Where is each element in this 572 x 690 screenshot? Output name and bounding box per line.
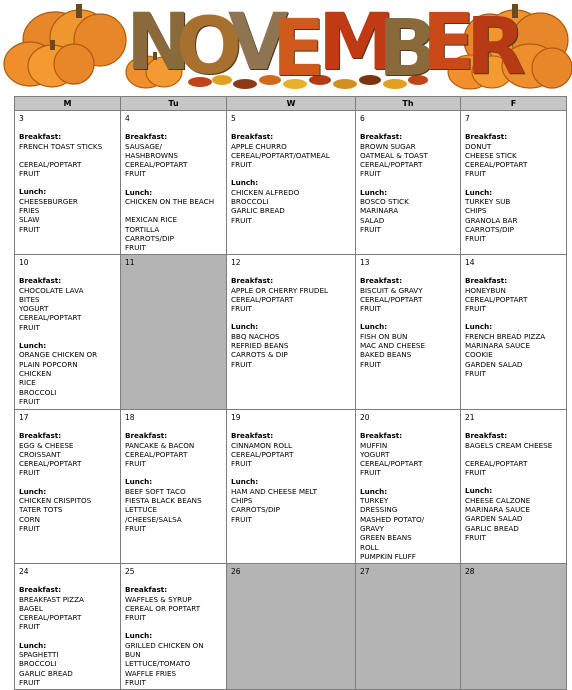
breakfast-item: CEREAL/POPTART — [360, 294, 423, 304]
day-cell — [461, 564, 567, 690]
lunch-item — [125, 206, 222, 215]
day-number: 3 — [19, 114, 24, 123]
breakfast-item: BROWN SUGAR — [360, 141, 416, 151]
breakfast-item: FRUIT — [19, 622, 40, 632]
lunch-item: FRUIT — [231, 215, 252, 225]
day-number: 6 — [360, 114, 365, 123]
breakfast-heading: Breakfast: — [19, 431, 62, 441]
day-number: 20 — [360, 413, 370, 422]
breakfast-heading: Breakfast: — [125, 585, 168, 595]
lunch-item: FRUIT — [125, 243, 146, 253]
day-number: 28 — [465, 567, 475, 576]
lunch-item: TORTILLA — [125, 224, 160, 234]
day-number: 25 — [125, 567, 135, 576]
breakfast-heading: Breakfast: — [19, 276, 62, 286]
month-title — [0, 0, 572, 95]
lunch-heading: Lunch: — [360, 322, 388, 332]
breakfast-item: CEREAL/POPTART — [465, 160, 528, 170]
title-letter: E — [422, 0, 476, 88]
lunch-menu-calendar — [14, 96, 567, 690]
day-cell — [461, 255, 567, 410]
breakfast-heading: Breakfast: — [360, 132, 403, 142]
day-cell — [227, 111, 356, 255]
lunch-item: /CHEESE/SALSA — [125, 514, 182, 524]
day-number: 24 — [19, 567, 29, 576]
lunch-item: FRUIT — [19, 523, 40, 533]
day-cell — [15, 410, 121, 564]
lunch-item: SLAW — [19, 215, 40, 225]
breakfast-item: FRUIT — [360, 468, 381, 478]
title-letter: E — [272, 4, 326, 94]
day-number: 19 — [231, 413, 241, 422]
day-number: 7 — [465, 114, 470, 123]
breakfast-item: CEREAL/POPTART — [19, 613, 82, 623]
breakfast-item: CEREAL/POPTART — [360, 459, 423, 469]
lunch-item: SPAGHETTI — [19, 650, 59, 660]
lunch-heading: Lunch: — [125, 631, 153, 641]
breakfast-heading: Breakfast: — [360, 276, 403, 286]
title-letter: M — [318, 0, 396, 88]
breakfast-item: CINNAMON ROLL — [231, 440, 292, 450]
lunch-item: BROCCOLI — [231, 197, 269, 207]
lunch-item: GARLIC BREAD — [19, 668, 73, 678]
breakfast-item: FRUIT — [19, 169, 40, 179]
lunch-heading: Lunch: — [231, 322, 259, 332]
lunch-heading: Lunch: — [231, 477, 259, 487]
lunch-item: CHICKEN ON THE BEACH — [125, 197, 215, 207]
lunch-item: DRESSING — [360, 505, 398, 515]
lunch-item: ORANGE CHICKEN OR — [19, 350, 98, 360]
breakfast-item: CROISSANT — [19, 449, 61, 459]
day-number: 26 — [231, 567, 241, 576]
lunch-item: SALAD — [360, 215, 385, 225]
day-cell — [227, 255, 356, 410]
breakfast-item: HONEYBUN — [465, 285, 506, 295]
lunch-item: MEXICAN RICE — [125, 215, 178, 225]
breakfast-item: CEREAL/POPTART — [465, 294, 528, 304]
lunch-item: CORN — [19, 514, 41, 524]
lunch-item: GARLIC BREAD — [231, 206, 285, 216]
breakfast-item: YOGURT — [360, 449, 390, 459]
breakfast-heading: Breakfast: — [465, 431, 508, 441]
lunch-item: BEEF SOFT TACO — [125, 486, 186, 496]
lunch-item: FRUIT — [465, 368, 486, 378]
lunch-item: WAFFLE FRIES — [125, 668, 177, 678]
breakfast-item: EGG & CHEESE — [19, 440, 74, 450]
lunch-item: CHICKEN — [19, 368, 52, 378]
lunch-item: MASHED POTATO/ — [360, 514, 425, 524]
day-cell — [121, 564, 227, 690]
lunch-item: GARLIC BREAD — [465, 523, 519, 533]
lunch-item: PUMPKIN FLUFF — [360, 551, 416, 561]
lunch-item: HAM AND CHEESE MELT — [231, 486, 317, 496]
breakfast-item: APPLE OR CHERRY FRUDEL — [231, 285, 328, 295]
lunch-heading: Lunch: — [19, 341, 47, 351]
breakfast-item: CEREAL/POPTART — [465, 458, 528, 468]
day-cell — [15, 564, 121, 690]
lunch-item: PLAIN POPCORN — [19, 359, 78, 369]
lunch-item: FRUIT — [360, 224, 381, 234]
breakfast-heading: Breakfast: — [465, 276, 508, 286]
weekday-header: W — [227, 97, 356, 111]
lunch-heading: Lunch: — [19, 640, 47, 650]
lunch-item: FRUIT — [125, 523, 146, 533]
lunch-item: CHICKEN CRISPITOS — [19, 496, 92, 506]
lunch-heading: Lunch: — [465, 187, 493, 197]
lunch-heading: Lunch: — [125, 477, 153, 487]
breakfast-heading: Breakfast: — [231, 132, 274, 142]
lunch-heading: Lunch: — [360, 187, 388, 197]
lunch-heading: Lunch: — [125, 187, 153, 197]
lunch-item: CARROTS/DIP — [465, 224, 514, 234]
lunch-item: CHIPS — [465, 206, 487, 216]
lunch-item: MARINARA — [360, 206, 399, 216]
lunch-item: GARDEN SALAD — [465, 514, 523, 524]
lunch-item: LETTUCE/TOMATO — [125, 659, 191, 669]
day-cell — [121, 410, 227, 564]
breakfast-item: CHEESE STICK — [465, 150, 517, 160]
lunch-item: GRANOLA BAR — [465, 215, 518, 225]
day-number: 27 — [360, 567, 370, 576]
breakfast-item: WAFFLES & SYRUP — [125, 594, 192, 604]
lunch-heading: Lunch: — [231, 178, 259, 188]
day-number: 10 — [19, 258, 29, 267]
lunch-item: TURKEY — [360, 496, 389, 506]
lunch-item: FRUIT — [19, 224, 40, 234]
day-cell — [356, 111, 461, 255]
breakfast-item: CEREAL/POPTART — [19, 459, 82, 469]
day-cell — [356, 564, 461, 690]
day-number: 4 — [125, 114, 130, 123]
lunch-item: ROLL — [360, 542, 379, 552]
lunch-item: FRIES — [19, 206, 40, 216]
breakfast-item: FRUIT — [125, 459, 146, 469]
day-cell — [356, 410, 461, 564]
day-number: 14 — [465, 258, 475, 267]
lunch-item: BUN — [125, 650, 141, 660]
lunch-item: FRUIT — [465, 532, 486, 542]
breakfast-item: FRUIT — [19, 468, 40, 478]
day-number: 12 — [231, 258, 241, 267]
lunch-item: GREEN BEANS — [360, 533, 412, 543]
day-cell — [227, 564, 356, 690]
breakfast-heading: Breakfast: — [360, 431, 403, 441]
title-letter: B — [378, 4, 438, 94]
lunch-heading: Lunch: — [19, 187, 47, 197]
weekday-header: Tu — [121, 97, 227, 111]
breakfast-item: HASHBROWNS — [125, 150, 178, 160]
breakfast-heading: Breakfast: — [19, 585, 62, 595]
breakfast-item: FRUIT — [465, 468, 486, 478]
breakfast-item: CEREAL/POPTART — [360, 160, 423, 170]
breakfast-heading: Breakfast: — [125, 132, 168, 142]
lunch-item: RICE — [19, 378, 36, 388]
breakfast-item: BAGELS CREAM CHEESE — [465, 440, 553, 450]
november-banner — [0, 0, 572, 95]
lunch-item: REFRIED BEANS — [231, 341, 289, 351]
title-letter: V — [228, 0, 289, 88]
lunch-heading: Lunch: — [19, 486, 47, 496]
breakfast-item: BITES — [19, 294, 40, 304]
lunch-item: CHICKEN ALFREDO — [231, 187, 300, 197]
day-cell — [227, 410, 356, 564]
breakfast-heading: Breakfast: — [465, 132, 508, 142]
lunch-item: FIESTA BLACK BEANS — [125, 496, 202, 506]
lunch-item: LETTUCE — [125, 505, 158, 515]
lunch-item: FRUIT — [231, 514, 252, 524]
lunch-item: BOSCO STICK — [360, 197, 409, 207]
day-cell — [121, 111, 227, 255]
lunch-item: FRUIT — [465, 234, 486, 244]
title-letter: O — [176, 2, 243, 92]
lunch-item: GRAVY — [360, 523, 385, 533]
day-cell — [15, 255, 121, 410]
breakfast-item: BAGEL — [19, 603, 43, 613]
breakfast-item: FRUIT — [19, 322, 40, 332]
day-cell — [356, 255, 461, 410]
lunch-item: BROCCOLI — [19, 387, 57, 397]
breakfast-item: FRUIT — [231, 160, 252, 170]
breakfast-item: OATMEAL & TOAST — [360, 150, 428, 160]
day-number: 17 — [19, 413, 29, 422]
breakfast-item: FRUIT — [231, 304, 252, 314]
day-cell — [461, 111, 567, 255]
weekday-header: F — [461, 97, 567, 111]
day-number: 5 — [231, 114, 236, 123]
lunch-heading: Lunch: — [360, 486, 388, 496]
breakfast-item: MUFFIN — [360, 440, 388, 450]
breakfast-item — [465, 450, 562, 459]
breakfast-item: CEREAL OR POPTART — [125, 603, 201, 613]
breakfast-heading: Breakfast: — [231, 276, 274, 286]
day-number: 21 — [465, 413, 475, 422]
breakfast-item: FRUIT — [360, 169, 381, 179]
breakfast-item: CEREAL/POPTART/OATMEAL — [231, 150, 330, 160]
breakfast-heading: Breakfast: — [19, 132, 62, 142]
lunch-item: GRILLED CHICKEN ON — [125, 640, 204, 650]
breakfast-item: BREAKFAST PIZZA — [19, 594, 84, 604]
breakfast-item — [19, 151, 116, 160]
lunch-item: FRUIT — [231, 359, 252, 369]
breakfast-item: CEREAL/POPTART — [125, 449, 188, 459]
day-number: 11 — [125, 258, 135, 267]
breakfast-item: FRUIT — [465, 169, 486, 179]
breakfast-item: FRUIT — [125, 169, 146, 179]
weekday-header: M — [15, 97, 121, 111]
breakfast-item: FRUIT — [231, 459, 252, 469]
week-row — [15, 410, 567, 564]
lunch-item: BROCCOLI — [19, 659, 57, 669]
week-row — [15, 564, 567, 690]
lunch-item: MAC AND CHEESE — [360, 341, 426, 351]
breakfast-item: FRUIT — [125, 613, 146, 623]
lunch-item: MARINARA SAUCE — [465, 341, 530, 351]
breakfast-item: APPLE CHURRO — [231, 141, 287, 151]
breakfast-item: DONUT — [465, 141, 492, 151]
breakfast-item: CEREAL/POPTART — [125, 160, 188, 170]
breakfast-item: CEREAL/POPTART — [231, 294, 294, 304]
lunch-item: GARDEN SALAD — [465, 359, 523, 369]
lunch-item: TATER TOTS — [19, 505, 63, 515]
day-cell — [461, 410, 567, 564]
breakfast-item: FRUIT — [465, 304, 486, 314]
lunch-item: CHIPS — [231, 496, 253, 506]
weekday-header: Th — [356, 97, 461, 111]
lunch-item: CARROTS & DIP — [231, 350, 288, 360]
lunch-item: BBQ NACHOS — [231, 331, 280, 341]
breakfast-item: FRUIT — [360, 304, 381, 314]
lunch-item: FISH ON BUN — [360, 331, 408, 341]
title-letter: N — [126, 0, 192, 88]
weekday-header-row — [15, 97, 567, 111]
lunch-item: COOKIE — [465, 350, 493, 360]
lunch-item: FRENCH BREAD PIZZA — [465, 331, 546, 341]
breakfast-item: CEREAL/POPTART — [231, 449, 294, 459]
day-number: 18 — [125, 413, 135, 422]
lunch-item: CARROTS/DIP — [231, 505, 280, 515]
lunch-item: CHEESE CALZONE — [465, 495, 531, 505]
lunch-item: BAKED BEANS — [360, 350, 412, 360]
breakfast-heading: Breakfast: — [231, 431, 274, 441]
breakfast-item: YOGURT — [19, 304, 49, 314]
breakfast-item: CEREAL/POPTART — [19, 159, 82, 169]
week-row — [15, 255, 567, 410]
breakfast-heading: Breakfast: — [125, 431, 168, 441]
lunch-item: CARROTS/DIP — [125, 233, 174, 243]
week-row — [15, 111, 567, 255]
lunch-item: FRUIT — [19, 677, 40, 687]
breakfast-item: CHOCOLATE LAVA — [19, 285, 84, 295]
lunch-item: TURKEY SUB — [465, 197, 511, 207]
lunch-item: CHEESEBURGER — [19, 196, 78, 206]
day-cell — [15, 111, 121, 255]
lunch-item: FRUIT — [360, 359, 381, 369]
lunch-heading: Lunch: — [465, 486, 493, 496]
lunch-item: FRUIT — [19, 396, 40, 406]
title-letter: R — [466, 2, 527, 92]
breakfast-item: BISCUIT & GRAVY — [360, 285, 423, 295]
day-number: 13 — [360, 258, 370, 267]
breakfast-item: SAUSAGE/ — [125, 141, 162, 151]
lunch-heading: Lunch: — [465, 322, 493, 332]
breakfast-item: FRENCH TOAST STICKS — [19, 141, 103, 151]
lunch-item: MARINARA SAUCE — [465, 505, 530, 515]
day-cell — [121, 255, 227, 410]
breakfast-item: PANCAKE & BACON — [125, 440, 195, 450]
lunch-item: FRUIT — [125, 677, 146, 687]
breakfast-item: CEREAL/POPTART — [19, 313, 82, 323]
